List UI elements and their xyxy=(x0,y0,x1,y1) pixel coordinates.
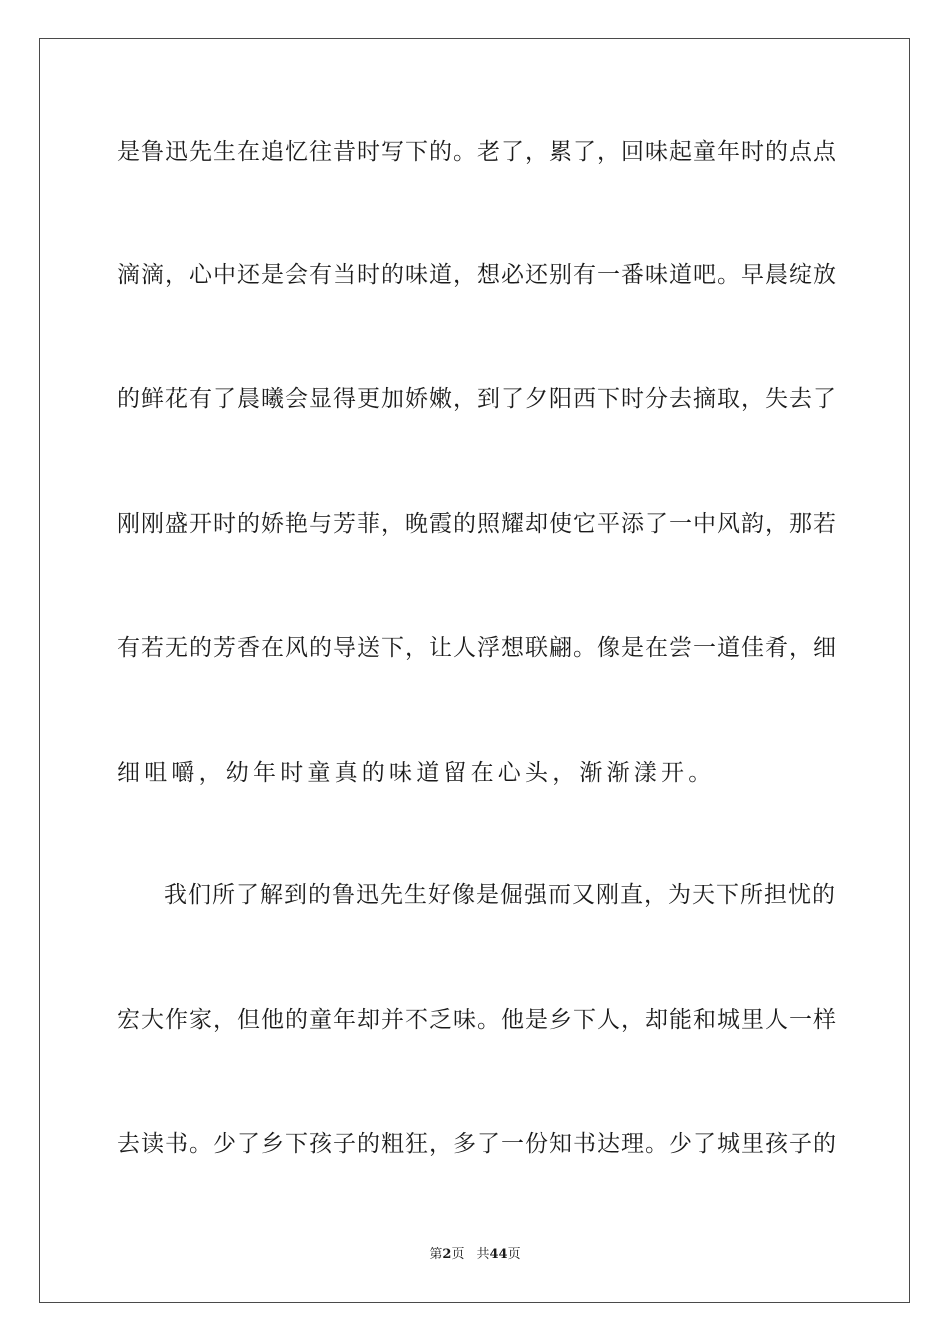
text-line: 的鲜花有了晨曦会显得更加娇嫩，到了夕阳西下时分去摘取，失去了 xyxy=(117,386,837,412)
paragraph-first-line: 我们所了解到的鲁迅先生好像是倔强而又刚直，为天下所担忧的 xyxy=(164,882,836,908)
page-prefix: 第 xyxy=(429,1247,443,1262)
page-footer xyxy=(0,1245,950,1265)
total-suffix: 页 xyxy=(507,1247,521,1262)
page-border xyxy=(39,38,910,1303)
text-line: 滴滴，心中还是会有当时的味道，想必还别有一番味道吧。早晨绽放 xyxy=(117,262,837,288)
text-line: 细咀嚼，幼年时童真的味道留在心头，渐渐漾开。 xyxy=(117,760,716,786)
text-line: 刚刚盛开时的娇艳与芳菲，晚霞的照耀却使它平添了一中风韵，那若 xyxy=(117,511,837,537)
page-total: 44 xyxy=(489,1247,508,1262)
page-suffix: 页 xyxy=(451,1247,465,1262)
text-line: 宏大作家，但他的童年却并不乏味。他是乡下人，却能和城里人一样 xyxy=(117,1007,837,1033)
text-line: 去读书。少了乡下孩子的粗狂，多了一份知书达理。少了城里孩子的 xyxy=(117,1131,837,1157)
text-line: 有若无的芳香在风的导送下，让人浮想联翩。像是在尝一道佳肴，细 xyxy=(117,635,837,661)
text-line: 是鲁迅先生在追忆往昔时写下的。老了，累了，回味起童年时的点点 xyxy=(117,139,837,165)
total-prefix: 共 xyxy=(476,1247,490,1262)
page-number: 2 xyxy=(442,1247,452,1262)
